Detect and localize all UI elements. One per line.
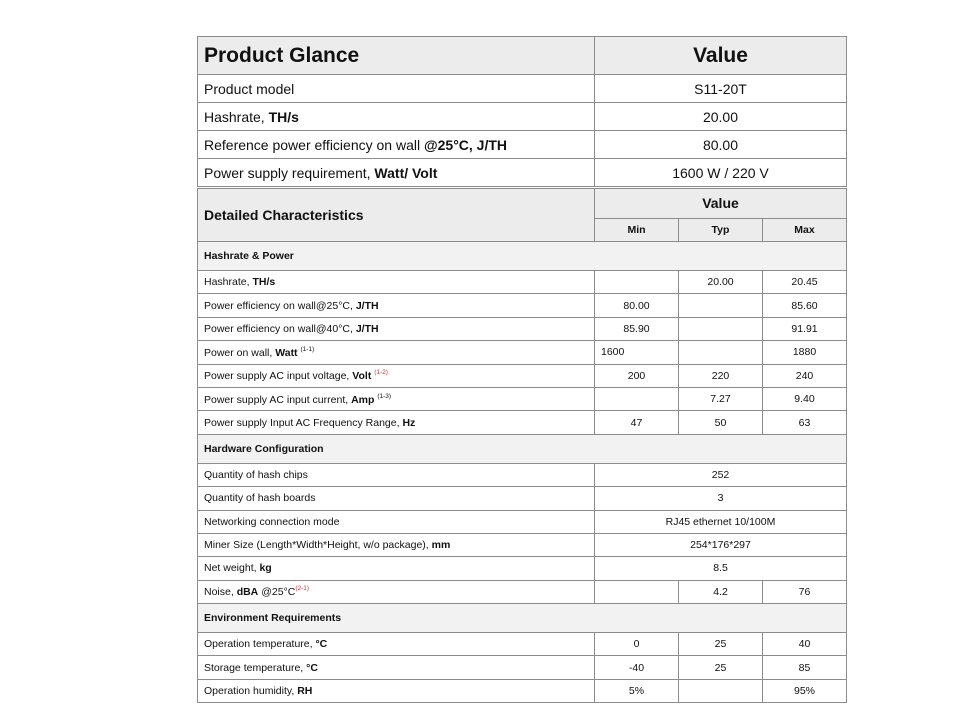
spec-typ: 20.00 — [679, 271, 763, 294]
spec-label: Storage temperature, °C — [198, 656, 595, 679]
footnote-ref: (1-1) — [300, 345, 315, 353]
spec-min — [595, 271, 679, 294]
glance-header-value: Value — [595, 37, 847, 75]
spec-min: 0 — [595, 633, 679, 656]
spec-label: Noise, dBA $@25^\circ C^{(2-1)}$ — [198, 580, 595, 603]
spec-value: 254*176*297 — [595, 533, 847, 556]
spec-typ: 7.27 — [679, 387, 763, 410]
spec-row — [198, 580, 847, 603]
spec-max: 95% — [763, 679, 847, 702]
spec-max: 85 — [763, 656, 847, 679]
spec-typ: 220 — [679, 364, 763, 387]
spec-max: 9.40 — [763, 387, 847, 410]
spec-max: 85.60 — [763, 294, 847, 317]
spec-row — [198, 557, 847, 580]
spec-value: 3 — [595, 487, 847, 510]
section-row — [198, 242, 847, 271]
spec-typ — [679, 679, 763, 702]
spec-label: Power efficiency on wall@25°C, J/TH — [198, 294, 595, 317]
spec-row — [198, 463, 847, 486]
spec-label: Hashrate, TH/s — [198, 271, 595, 294]
spec-label: Power supply AC input voltage, Volt $^{(1-2)}$ — [198, 364, 595, 387]
spec-row — [198, 411, 847, 434]
glance-header-row — [198, 37, 847, 75]
spec-typ: 25 — [679, 633, 763, 656]
spec-row — [198, 364, 847, 387]
spec-label: Operation humidity, RH — [198, 679, 595, 702]
spec-min: -40 — [595, 656, 679, 679]
glance-row — [198, 159, 847, 187]
glance-header-label: Product Glance — [198, 37, 595, 75]
spec-min — [595, 387, 679, 410]
spec-row — [198, 487, 847, 510]
spec-row — [198, 679, 847, 702]
col-typ-header: Typ — [679, 218, 763, 241]
spec-typ — [679, 341, 763, 364]
detail-title: Detailed Characteristics — [198, 189, 595, 242]
product-glance-table — [197, 36, 847, 187]
spec-min: 200 — [595, 364, 679, 387]
spec-max: 63 — [763, 411, 847, 434]
spec-min: 1600 — [595, 341, 679, 364]
glance-row-value: 1600 W / 220 V — [595, 159, 847, 187]
spec-label: Quantity of hash chips — [198, 463, 595, 486]
glance-row-label: Reference power efficiency on wall @25°C, J/TH — [198, 131, 595, 159]
spec-row — [198, 341, 847, 364]
spec-max: 76 — [763, 580, 847, 603]
spec-max: 1880 — [763, 341, 847, 364]
spec-row — [198, 317, 847, 340]
spec-label: Power supply AC input current, Amp $^{(1-3)}$ — [198, 387, 595, 410]
glance-row-label: Product model — [198, 75, 595, 103]
spec-min: 5% — [595, 679, 679, 702]
spec-value: 8.5 — [595, 557, 847, 580]
spec-max: 20.45 — [763, 271, 847, 294]
detailed-characteristics-table — [197, 188, 847, 703]
section-row — [198, 604, 847, 633]
footnote-ref: (1-2) — [374, 369, 388, 377]
spec-label: Net weight, kg — [198, 557, 595, 580]
spec-value: 252 — [595, 463, 847, 486]
spec-row — [198, 387, 847, 410]
glance-row-value: S11-20T — [595, 75, 847, 103]
glance-row-label: Power supply requirement, Watt/ Volt — [198, 159, 595, 187]
col-min-header: Min — [595, 218, 679, 241]
spec-label: Networking connection mode — [198, 510, 595, 533]
glance-row-value: 20.00 — [595, 103, 847, 131]
spec-row — [198, 533, 847, 556]
spec-label: Miner Size (Length*Width*Height, w/o package), mm — [198, 533, 595, 556]
detail-value-header: Value — [595, 189, 847, 219]
section-title: Hardware Configuration — [198, 434, 847, 463]
spec-label: Power on wall, Watt $^{(1-1)}$ — [198, 341, 595, 364]
spec-max: 91.91 — [763, 317, 847, 340]
spec-typ: 4.2 — [679, 580, 763, 603]
spec-row — [198, 510, 847, 533]
spec-label: Quantity of hash boards — [198, 487, 595, 510]
section-title: Environment Requirements — [198, 604, 847, 633]
spec-label: Power supply Input AC Frequency Range, Hz — [198, 411, 595, 434]
spec-min: 80.00 — [595, 294, 679, 317]
detail-header-row — [198, 189, 847, 219]
glance-row — [198, 131, 847, 159]
spec-min: 47 — [595, 411, 679, 434]
spec-typ — [679, 317, 763, 340]
spec-row — [198, 656, 847, 679]
spec-row — [198, 633, 847, 656]
spec-min — [595, 580, 679, 603]
col-max-header: Max — [763, 218, 847, 241]
spec-label: Power efficiency on wall@40°C, J/TH — [198, 317, 595, 340]
section-title: Hashrate & Power — [198, 242, 847, 271]
section-row — [198, 434, 847, 463]
glance-row-value: 80.00 — [595, 131, 847, 159]
glance-row — [198, 75, 847, 103]
glance-row — [198, 103, 847, 131]
spec-row — [198, 294, 847, 317]
glance-row-label: Hashrate, TH/s — [198, 103, 595, 131]
spec-typ — [679, 294, 763, 317]
spec-row — [198, 271, 847, 294]
spec-typ: 50 — [679, 411, 763, 434]
footnote-ref: (1-3) — [377, 392, 392, 400]
spec-typ: 25 — [679, 656, 763, 679]
spec-max: 240 — [763, 364, 847, 387]
spec-value: RJ45 ethernet 10/100M — [595, 510, 847, 533]
footnote-ref: (2-1) — [295, 585, 310, 593]
spec-max: 40 — [763, 633, 847, 656]
spec-label: Operation temperature, °C — [198, 633, 595, 656]
spec-min: 85.90 — [595, 317, 679, 340]
